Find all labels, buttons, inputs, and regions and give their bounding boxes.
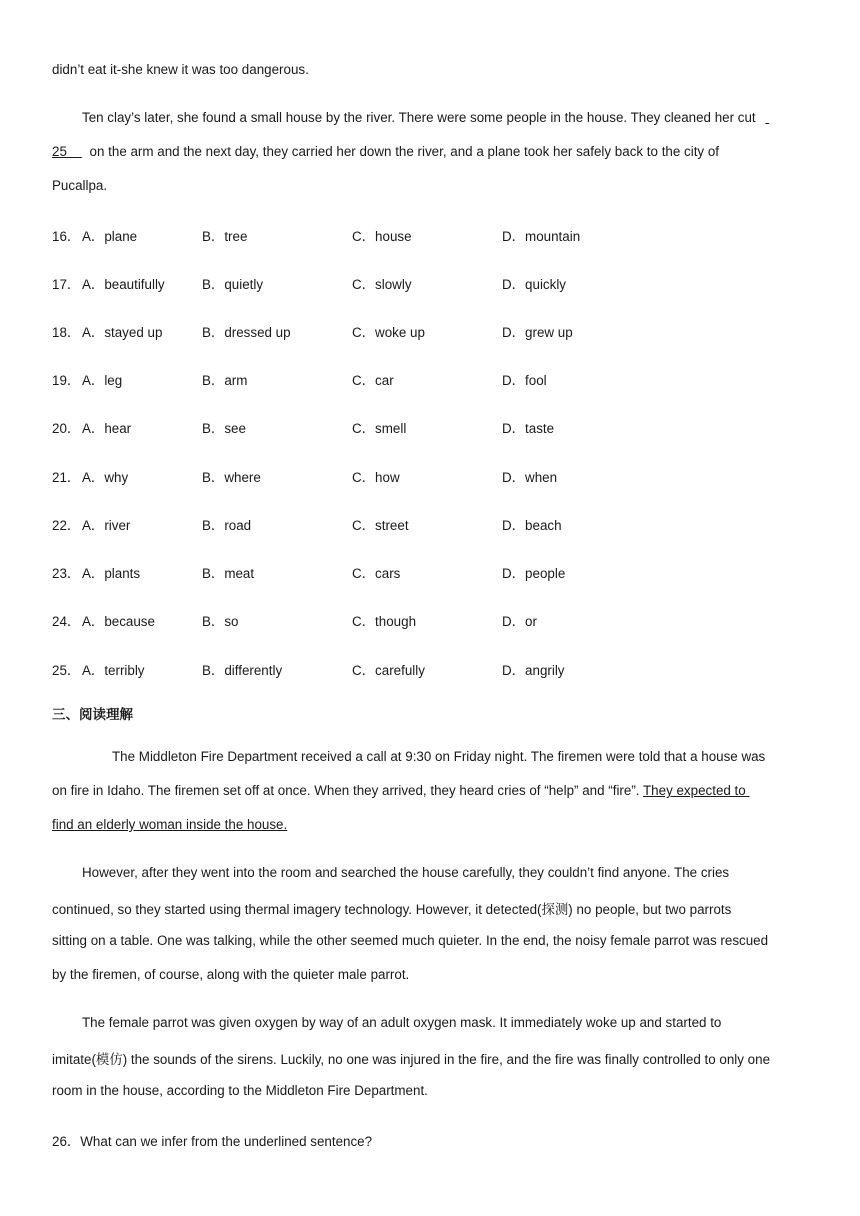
blank-number: 25 bbox=[52, 144, 67, 159]
option-a[interactable]: A．because bbox=[82, 614, 155, 629]
option-c[interactable]: C．though bbox=[352, 614, 417, 629]
question-row bbox=[52, 274, 812, 294]
option-b[interactable]: B．differently bbox=[202, 663, 283, 678]
question-row bbox=[52, 611, 812, 631]
question-number: 25． bbox=[52, 663, 81, 678]
question-number: 23． bbox=[52, 566, 81, 581]
reading-text: on fire in Idaho. The firemen set off at once. When they arrived, they heard cries of “help” and “fire”. bbox=[52, 783, 643, 798]
option-a[interactable]: A．terribly bbox=[82, 663, 145, 678]
passage-text: Ten clay’s later, she found a small house by the river. There were some people in the house. They cleaned her cut bbox=[82, 110, 756, 125]
option-b[interactable]: B．tree bbox=[202, 229, 248, 244]
question-row bbox=[52, 226, 812, 246]
option-b[interactable]: B．dressed up bbox=[202, 325, 291, 340]
reading-text: imitate( bbox=[52, 1052, 96, 1067]
option-d[interactable]: D．taste bbox=[502, 421, 555, 436]
option-b[interactable]: B．see bbox=[202, 421, 246, 436]
question-row bbox=[52, 515, 812, 535]
chinese-gloss: 模仿 bbox=[95, 1053, 123, 1068]
answer-blank bbox=[765, 110, 787, 125]
reading-line: by the firemen, of course, along with the quieter male parrot. bbox=[52, 967, 410, 982]
reading-line bbox=[52, 817, 287, 832]
option-b[interactable]: B．meat bbox=[202, 566, 255, 581]
underlined-sentence: find an elderly woman inside the house. bbox=[52, 817, 288, 832]
option-a[interactable]: A．plants bbox=[82, 566, 141, 581]
reading-line bbox=[52, 783, 749, 798]
underlined-sentence: They expected to bbox=[643, 783, 746, 798]
reading-text: ) no people, but two parrots bbox=[568, 902, 732, 917]
passage-line: Pucallpa. bbox=[52, 178, 108, 193]
option-d[interactable]: D．grew up bbox=[502, 325, 573, 340]
question-row bbox=[52, 370, 812, 390]
passage-line: didn’t eat it-she knew it was too dangerous. bbox=[52, 62, 309, 77]
option-c[interactable]: C．slowly bbox=[352, 277, 412, 292]
option-a[interactable]: A．leg bbox=[82, 373, 123, 388]
option-c[interactable]: C．carefully bbox=[352, 663, 425, 678]
option-a[interactable]: A．why bbox=[82, 470, 129, 485]
option-b[interactable]: B．road bbox=[202, 518, 252, 533]
option-d[interactable]: D．people bbox=[502, 566, 566, 581]
option-b[interactable]: B．where bbox=[202, 470, 261, 485]
question-number: 18． bbox=[52, 325, 81, 340]
passage-line bbox=[82, 110, 787, 125]
question-number: 24． bbox=[52, 614, 81, 629]
question-row bbox=[52, 467, 812, 487]
option-c[interactable]: C．car bbox=[352, 373, 394, 388]
option-d[interactable]: D．mountain bbox=[502, 229, 581, 244]
question-26: 26．What can we infer from the underlined sentence? bbox=[52, 1134, 373, 1149]
reading-text: continued, so they started using thermal imagery technology. However, it detected( bbox=[52, 902, 542, 917]
option-d[interactable]: D．quickly bbox=[502, 277, 566, 292]
option-a[interactable]: A．beautifully bbox=[82, 277, 165, 292]
reading-line bbox=[52, 1049, 770, 1068]
question-number: 17． bbox=[52, 277, 81, 292]
option-d[interactable]: D．fool bbox=[502, 373, 547, 388]
option-d[interactable]: D．beach bbox=[502, 518, 562, 533]
chinese-gloss: 探测 bbox=[541, 903, 569, 918]
reading-line: room in the house, according to the Middleton Fire Department. bbox=[52, 1083, 428, 1098]
option-c[interactable]: C．house bbox=[352, 229, 412, 244]
question-number: 16． bbox=[52, 229, 81, 244]
underline-trail bbox=[746, 783, 750, 798]
passage-text: on the arm and the next day, they carried her down the river, and a plane took her safely back to the city of bbox=[89, 144, 720, 159]
option-a[interactable]: A．plane bbox=[82, 229, 138, 244]
option-d[interactable]: D．or bbox=[502, 614, 537, 629]
option-b[interactable]: B．quietly bbox=[202, 277, 264, 292]
question-number: 20． bbox=[52, 421, 81, 436]
reading-line bbox=[52, 899, 731, 918]
reading-line: However, after they went into the room and searched the house carefully, they couldn’t find anyone. The cries bbox=[82, 865, 730, 880]
option-c[interactable]: C．how bbox=[352, 470, 400, 485]
option-c[interactable]: C．smell bbox=[352, 421, 407, 436]
option-c[interactable]: C．woke up bbox=[352, 325, 425, 340]
question-row bbox=[52, 660, 812, 680]
passage-line bbox=[52, 144, 719, 159]
question-number: 19． bbox=[52, 373, 81, 388]
question-row bbox=[52, 322, 812, 342]
option-d[interactable]: D．angrily bbox=[502, 663, 565, 678]
question-row bbox=[52, 563, 812, 583]
reading-line: The Middleton Fire Department received a call at 9:30 on Friday night. The firemen were told that a house was bbox=[112, 749, 766, 764]
option-a[interactable]: A．stayed up bbox=[82, 325, 163, 340]
question-number: 21． bbox=[52, 470, 81, 485]
question-number: 22． bbox=[52, 518, 81, 533]
question-row bbox=[52, 418, 812, 438]
section-title: 三、阅读理解 bbox=[52, 707, 133, 723]
option-a[interactable]: A．river bbox=[82, 518, 131, 533]
option-c[interactable]: C．cars bbox=[352, 566, 401, 581]
reading-line: sitting on a table. One was talking, while the other seemed much quieter. In the end, the noisy female parrot was rescued bbox=[52, 933, 769, 948]
option-c[interactable]: C．street bbox=[352, 518, 409, 533]
option-b[interactable]: B．so bbox=[202, 614, 239, 629]
reading-line: The female parrot was given oxygen by way of an adult oxygen mask. It immediately woke up and started to bbox=[82, 1015, 722, 1030]
option-d[interactable]: D．when bbox=[502, 470, 558, 485]
option-b[interactable]: B．arm bbox=[202, 373, 248, 388]
reading-text: ) the sounds of the sirens. Luckily, no one was injured in the fire, and the fire was finally controlled to only one bbox=[122, 1052, 771, 1067]
option-a[interactable]: A．hear bbox=[82, 421, 132, 436]
